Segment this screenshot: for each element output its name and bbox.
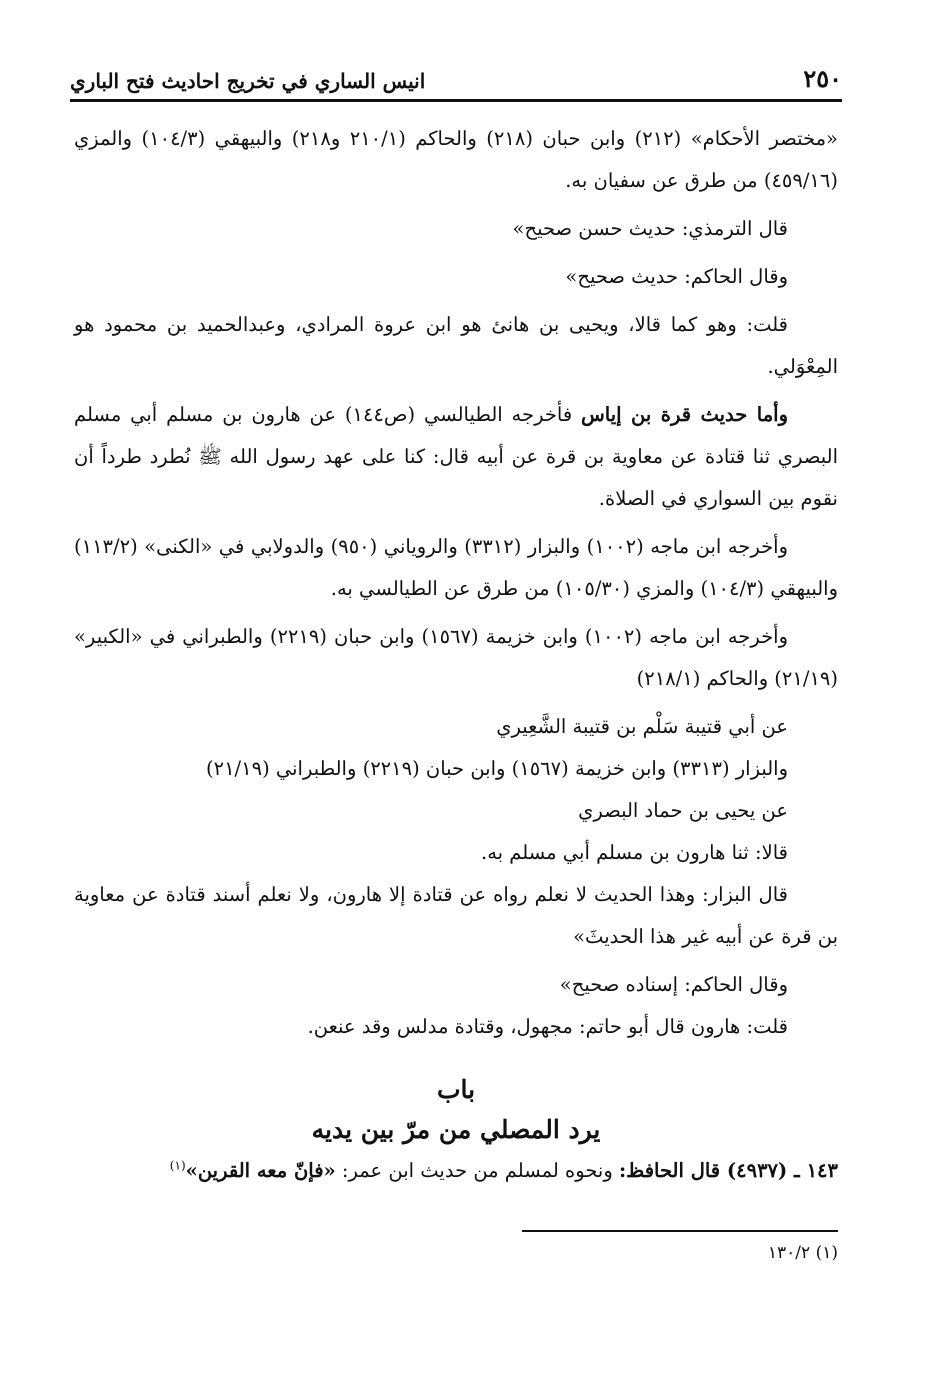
footnote-separator	[522, 1230, 838, 1232]
paragraph-takhrij-2: وأخرجه ابن ماجه (١٠٠٢) والبزار (٣٣١٢) والروياني (٩٥٠) والدولابي في «الكنى» (١١٣/٢) والبيهقي (١٠٤/٣) والمزي (١٠٥/٣٠) من طرق عن الطيالسي به.	[74, 535, 838, 600]
page-number: ٢٥٠	[803, 64, 842, 93]
body-text	[74, 118, 838, 1198]
line-hakim-isnad: وقال الحاكم: إسناده صحيح»	[559, 973, 788, 996]
paragraph-takhrij-3: وأخرجه ابن ماجه (١٠٠٢) وابن خزيمة (١٥٦٧) وابن حبان (٢٢١٩) والطبراني في «الكبير» (٢١/١٩) والحاكم (٢١٨/١)	[74, 625, 838, 690]
paragraph-qurra-hadith	[74, 394, 838, 520]
hadith-quote: «فإنّ معه القرين»	[185, 1159, 336, 1182]
footnote: (١) ١٣٠/٢	[767, 1243, 838, 1263]
hadith-entry	[74, 1150, 838, 1192]
line-chain-1: عن أبي قتيبة سَلْم بن قتيبة الشَّعِيري	[496, 715, 788, 738]
paragraph-bazzar-comment: قال البزار: وهذا الحديث لا نعلم رواه عن قتادة إلا هارون، ولا نعلم أسند قتادة عن معاوية بن قرة عن أبيه غير هذا الحديثَ»	[74, 883, 838, 948]
qurra-heading: وأما حديث قرة بن إياس	[581, 403, 789, 426]
running-title: انيس الساري في تخريج احاديث فتح الباري	[70, 69, 426, 93]
line-takhrij-4: والبزار (٣٣١٣) وابن خزيمة (١٥٦٧) وابن حبان (٢٢١٩) والطبراني (٢١/١٩)	[205, 757, 788, 780]
page-header	[70, 62, 842, 102]
hadith-number: ١٤٣ ـ (٤٩٣٧) قال الحافظ:	[618, 1159, 838, 1182]
line-note-2: قلت: هارون قال أبو حاتم: مجهول، وقتادة مدلس وقد عنعن.	[307, 1015, 788, 1038]
paragraph-tirmidhi-grade: قال الترمذي: حديث حسن صحيح»	[512, 217, 788, 240]
chapter-title: يرد المصلي من مرّ بين يديه	[311, 1115, 601, 1144]
line-chain-2: عن يحيى بن حماد البصري	[578, 799, 788, 822]
chapter-label: باب	[436, 1075, 476, 1104]
line-chain-3: قالا: ثنا هارون بن مسلم أبي مسلم به.	[481, 841, 788, 864]
paragraph-hakim-grade: وقال الحاكم: حديث صحيح»	[565, 265, 788, 288]
paragraph-takhrij-1: «مختصر الأحكام» (٢١٢) وابن حبان (٢١٨) والحاكم (٢١٠/١ و٢١٨) والبيهقي (١٠٤/٣) والمزي (٤٥٩/١٦) من طرق عن سفيان به.	[74, 127, 838, 192]
hadith-text: ونحوه لمسلم من حديث ابن عمر:	[335, 1159, 619, 1182]
paragraph-note-1: قلت: وهو كما قالا، ويحيى بن هانئ هو ابن عروة المرادي، وعبدالحميد بن محمود هو المِعْوَلي.	[74, 313, 838, 378]
qurra-text: فأخرجه الطيالسي (ص١٤٤) عن هارون بن مسلم أبي مسلم البصري ثنا قتادة عن معاوية بن قرة عن أبيه قال: كنا على عهد رسول الله ﷺ نُطرد طرداً أن نقوم بين السواري في الصلاة.	[74, 403, 838, 510]
footnote-ref: (١)	[169, 1158, 186, 1173]
